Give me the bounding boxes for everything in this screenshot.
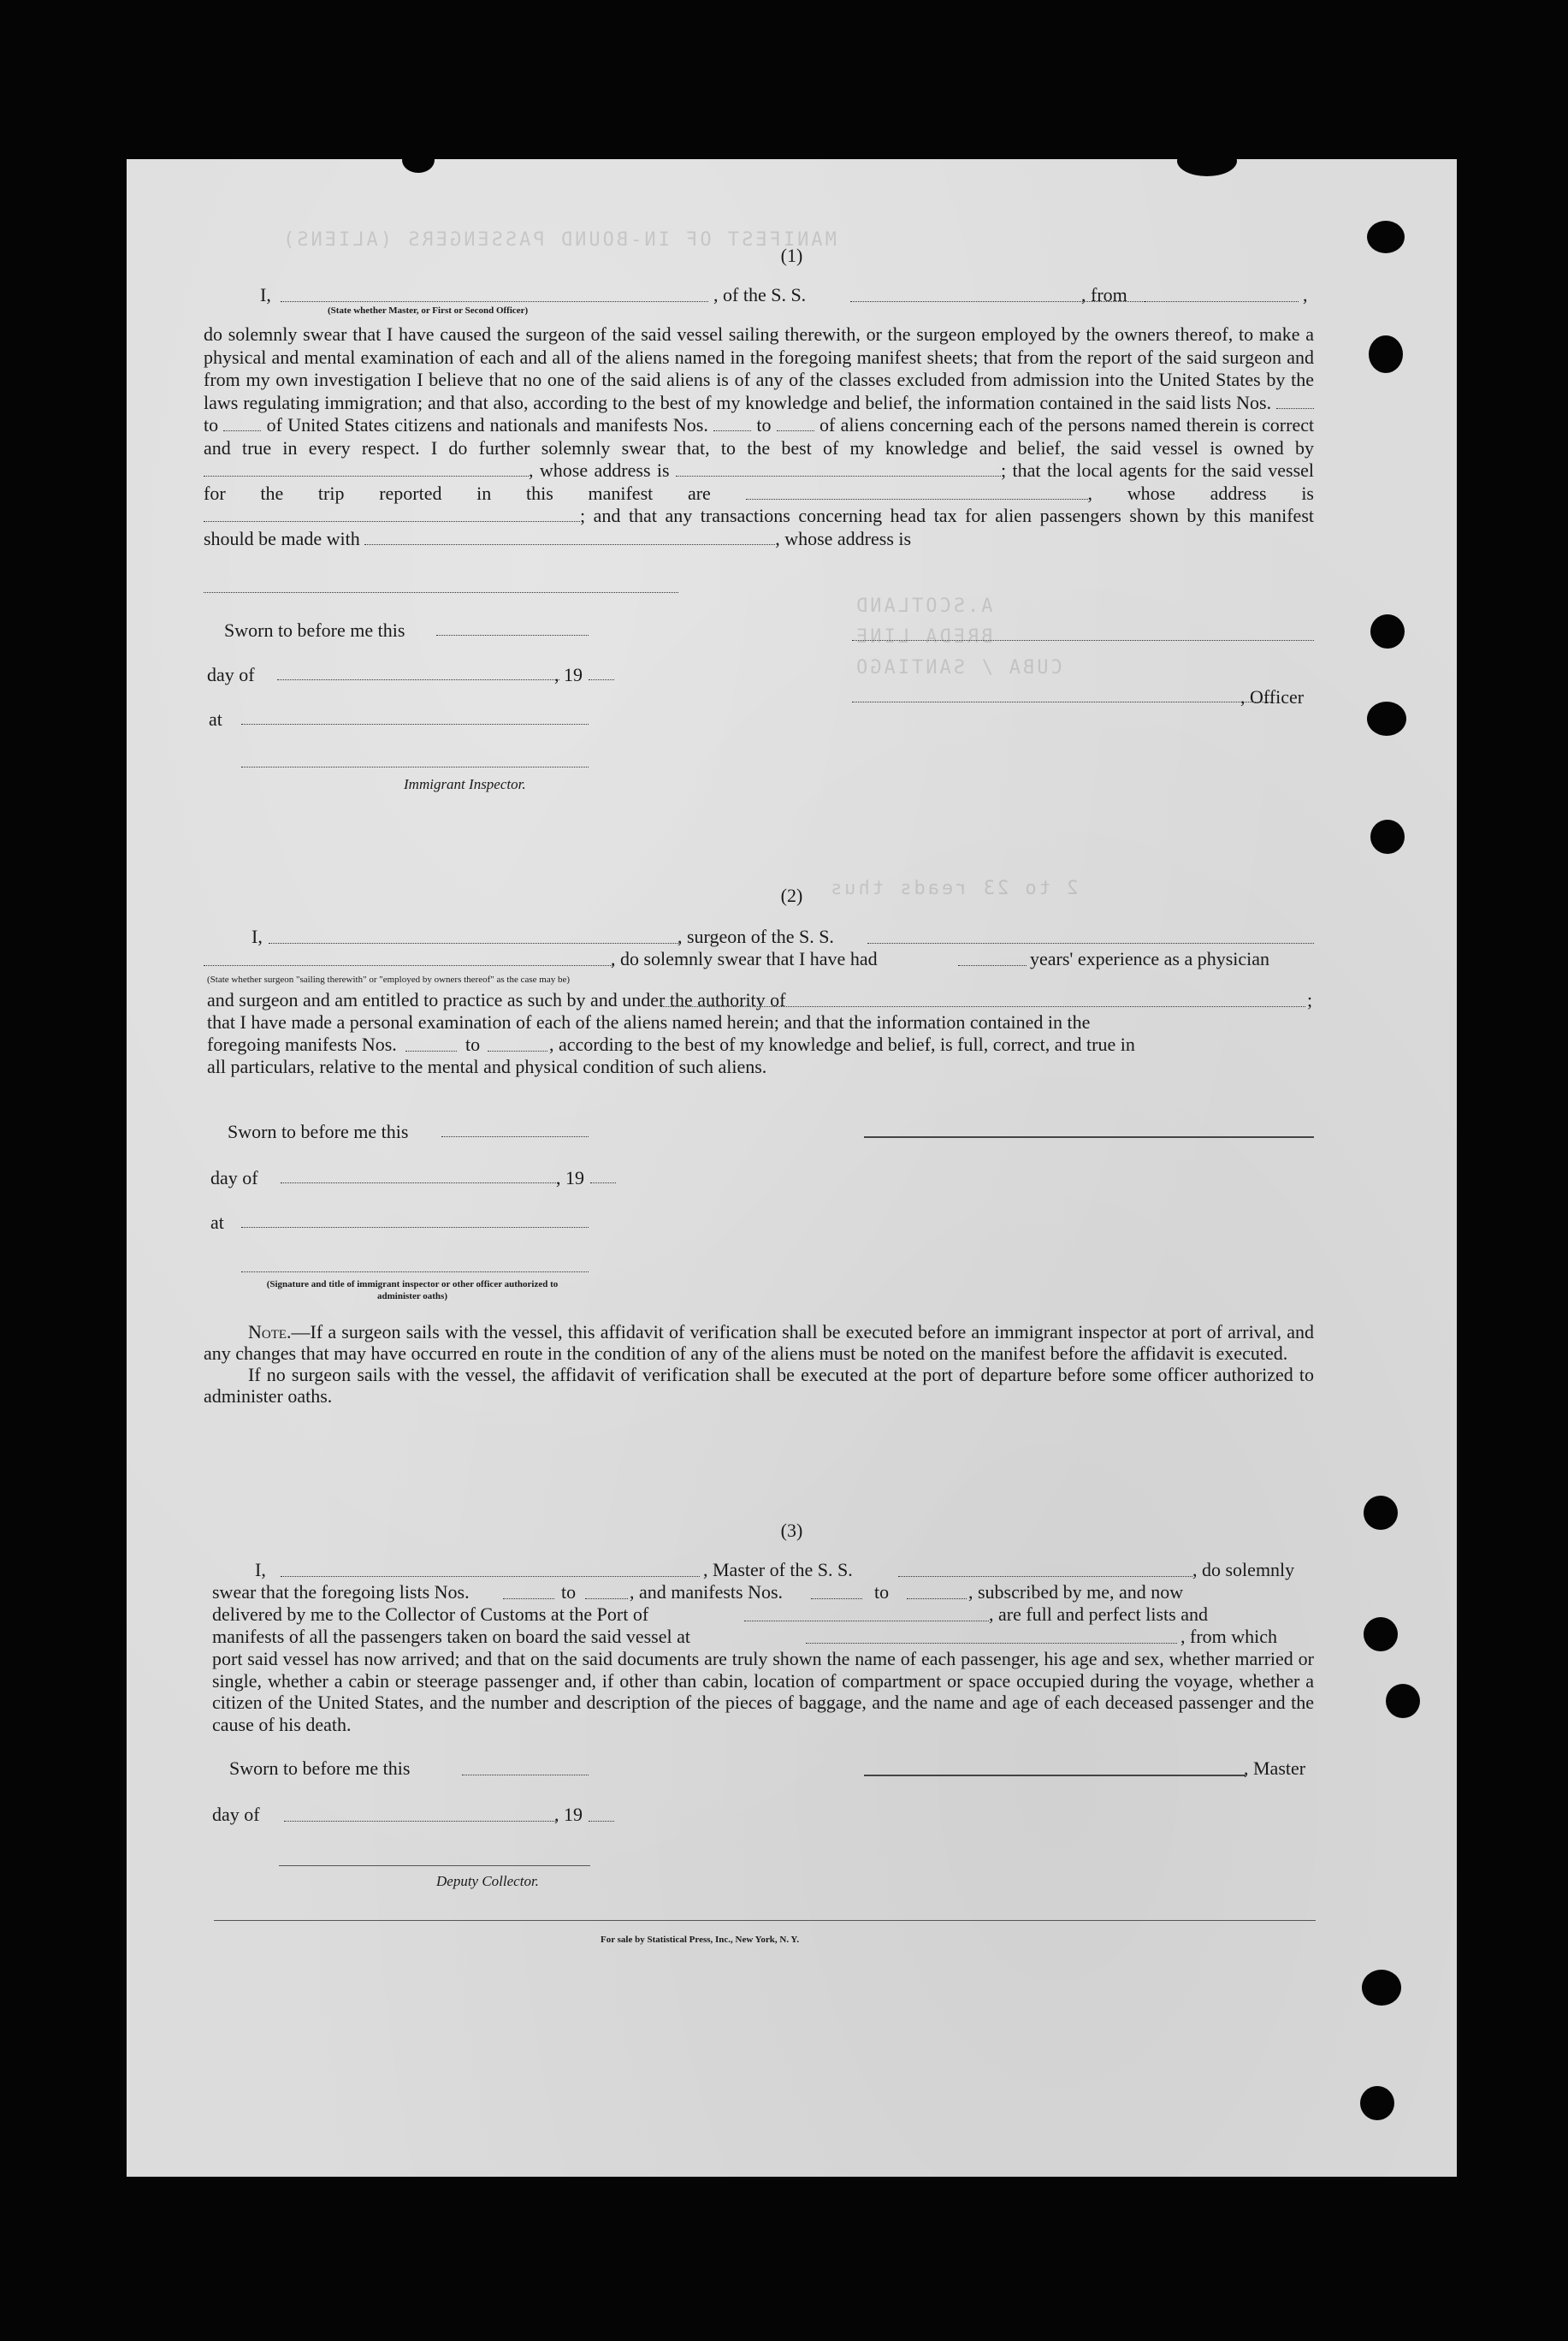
s3-master-signature-line <box>864 1775 1246 1776</box>
s3-lists-label: swear that the foregoing lists Nos. <box>212 1581 470 1603</box>
s1-sworn-blank <box>436 635 589 636</box>
s2-name-blank <box>269 943 681 944</box>
s3-manifest-from-blank <box>811 1598 862 1599</box>
s1-manifest-to-blank <box>777 415 814 431</box>
s2-ss-blank <box>867 943 1314 944</box>
s1-headtax-blank <box>364 529 775 545</box>
punch-hole <box>1367 702 1406 736</box>
s2-years-label: years' experience as a physician <box>1030 948 1270 969</box>
bleed-through-text: A.SCOTLAND <box>854 596 993 617</box>
s1-list-from-blank <box>1276 393 1314 409</box>
section-1-number: (1) <box>780 245 803 266</box>
s3-year-blank <box>589 1821 614 1822</box>
s1-owner-address-blank <box>676 460 1001 477</box>
s2-surgeon-caption: (State whether surgeon "sailing therewith" or "employed by owners thereof" as the case may be) <box>207 975 571 985</box>
s3-from-which: , from which <box>1180 1626 1278 1647</box>
s2-sig-caption: (Signature and title of immigrant inspector or other officer authorized to administer oaths) <box>266 1279 559 1301</box>
s2-note <box>204 1321 1314 1407</box>
s3-day-of-label: day of <box>212 1804 260 1825</box>
s3-full-perfect: , are full and perfect lists and <box>989 1603 1208 1625</box>
s1-manifest-from-blank <box>713 415 751 431</box>
punch-hole <box>1367 221 1405 253</box>
s2-at-blank <box>241 1227 589 1228</box>
s2-manifest-from-blank <box>405 1051 457 1052</box>
punch-hole <box>1360 2086 1394 2120</box>
punch-hole <box>1364 1617 1398 1651</box>
s1-officer-caption: (State whether Master, or First or Second Officer) <box>328 305 529 316</box>
s3-ss-blank <box>898 1576 1192 1577</box>
bleed-through-text: MANIFEST OF IN-BOUND PASSENGERS (ALIENS) <box>281 229 837 251</box>
s1-paragraph-text: do solemnly swear that I have caused the surgeon of the said vessel sailing therewith, or the surgeon employed by the owners thereof, to make a physical and mental examination of each and all of the aliens named in the foregoing manifest sheets; that from the report of the said surgeon and from my own investigation I believe that no one of the said aliens is of any of the classes excluded from admission into the United States by the laws regulating immigration; and that also, according to the best of my knowledge and belief, the information contained in the said lists Nos. <box>204 323 1314 413</box>
s1-ss-label: , of the S. S. <box>713 284 807 305</box>
s1-at-blank <box>241 724 589 725</box>
s2-semicolon: ; <box>1307 989 1313 1010</box>
s1-aliens-text: of aliens concerning each of the persons named therein is correct and true in every respect. I do further solemnly swear that, to the best of my knowledge and belief, the said vessel is owned by <box>204 414 1315 459</box>
s2-sailing-blank <box>204 965 614 966</box>
s2-note-label: Note. <box>248 1321 292 1342</box>
s2-day-blank <box>281 1182 559 1183</box>
s2-year-label: , 19 <box>556 1167 584 1188</box>
punch-hole <box>1369 335 1403 373</box>
bleed-through-text: BREDA LINE <box>854 626 993 648</box>
s1-comma: , <box>1303 284 1308 305</box>
s2-sworn-blank <box>441 1136 589 1137</box>
s2-sworn-label: Sworn to before me this <box>228 1121 409 1142</box>
s1-signature-line <box>852 640 1314 641</box>
punch-hole <box>1370 614 1405 649</box>
s1-to2: to <box>756 414 772 436</box>
s1-agents-text: ; that the local agents for the said vessel for the trip reported in this manifest are <box>204 459 1315 504</box>
s3-manifests-label: , and manifests Nos. <box>630 1581 784 1603</box>
s3-vessel-at-blank <box>806 1643 1177 1644</box>
s3-subscribed: , subscribed by me, and now <box>968 1581 1184 1603</box>
s1-paragraph <box>204 323 1314 550</box>
section-2-number: (2) <box>780 885 803 906</box>
s1-year-blank <box>589 679 614 680</box>
s3-manifest-to-blank <box>907 1598 967 1599</box>
s2-note-text: —If a surgeon sails with the vessel, this affidavit of verification shall be executed before an immigrant inspector at port of arrival, and any changes that may have occurred en route in the condition of any of the aliens must be noted on the manifest before the affidavit is executed. <box>204 1321 1314 1364</box>
s3-delivered-text: delivered by me to the Collector of Customs at the Port of <box>212 1603 649 1625</box>
s3-name-blank <box>281 1576 700 1577</box>
s2-examination-text: that I have made a personal examination of each of the aliens named herein; and that the information contained in the <box>207 1011 1091 1033</box>
footer-printer: For sale by Statistical Press, Inc., New York, N. Y. <box>601 1935 800 1945</box>
s1-headtax-address-blank <box>204 592 678 593</box>
s3-to2: to <box>874 1581 890 1603</box>
section-3-number: (3) <box>780 1520 803 1541</box>
s2-authority-blank <box>660 1006 1305 1007</box>
s1-headtax-text: ; and that any transactions concerning head tax for alien passengers shown by this manifest should be made with <box>204 505 1314 549</box>
s1-day-blank <box>277 679 559 680</box>
s3-list-from-blank <box>503 1598 554 1599</box>
s3-year-label: , 19 <box>554 1804 583 1825</box>
s2-correct-text: , according to the best of my knowledge and belief, is full, correct, and true in <box>549 1034 1135 1055</box>
s3-deputy-signature <box>279 1865 590 1866</box>
s1-sworn-label: Sworn to before me this <box>224 619 405 641</box>
s2-note2-text: If no surgeon sails with the vessel, the affidavit of verification shall be executed at the port of departure before some officer authorized to administer oaths. <box>204 1364 1314 1407</box>
form-page <box>127 159 1457 2177</box>
footer-rule <box>214 1920 1316 1921</box>
s3-master-of-label: , Master of the S. S. <box>703 1559 853 1580</box>
s3-list-to-blank <box>585 1598 628 1599</box>
s1-owner-blank <box>204 460 529 477</box>
s2-at-label: at <box>210 1212 224 1233</box>
bleed-through-text: CUBA / SANTIAGO <box>854 657 1062 679</box>
s3-do-solemnly: , do solemnly <box>1192 1559 1295 1580</box>
s1-officer-label: , Officer <box>1240 686 1305 708</box>
s3-manifests-text: manifests of all the passengers taken on board the said vessel at <box>212 1626 691 1647</box>
s1-whose-address-2: , whose address is <box>1087 482 1314 504</box>
s2-particulars-text: all particulars, relative to the mental and physical condition of such aliens. <box>207 1056 767 1077</box>
s2-year-blank <box>590 1182 616 1183</box>
s1-list-to-blank <box>223 415 261 431</box>
s1-to: to <box>204 414 219 436</box>
s1-from-label: , from <box>1081 284 1127 305</box>
s2-swear-label: , do solemnly swear that I have had <box>611 948 878 969</box>
s3-deputy-caption: Deputy Collector. <box>436 1873 539 1889</box>
s2-manifest-to-blank <box>488 1051 547 1052</box>
s1-at-label: at <box>209 708 222 730</box>
s2-signature-line <box>864 1136 1314 1138</box>
punch-hole <box>1370 820 1405 854</box>
s1-citizens-text: of United States citizens and nationals and manifests Nos. <box>266 414 708 436</box>
s2-i: I, <box>251 926 263 947</box>
s2-years-blank <box>958 965 1027 966</box>
s2-to: to <box>465 1034 481 1055</box>
s2-surgeon-of-label: , surgeon of the S. S. <box>677 926 834 947</box>
s3-sworn-label: Sworn to before me this <box>229 1757 411 1779</box>
s1-whose-address-3: , whose address is <box>775 527 912 549</box>
s1-inspector-caption: Immigrant Inspector. <box>404 776 526 792</box>
s1-i: I, <box>260 284 271 305</box>
bleed-through-text: 2 to 23 reads thus <box>828 878 1079 899</box>
s2-day-of-label: day of <box>210 1167 258 1188</box>
s1-whose-address: , whose address is <box>529 459 670 481</box>
s2-authority-text: and surgeon and am entitled to practice as such by and under the authority of <box>207 989 786 1010</box>
punch-hole <box>1362 1970 1401 2006</box>
s1-day-of-label: day of <box>207 664 255 685</box>
s1-from-blank <box>1145 301 1299 302</box>
s2-manifests-label: foregoing manifests Nos. <box>207 1034 397 1055</box>
s3-master-label: , Master <box>1244 1757 1306 1779</box>
s2-sig-blank <box>241 1271 589 1272</box>
s1-agents-address-blank <box>204 506 580 522</box>
s3-paragraph: port said vessel has now arrived; and that on the said documents are truly shown the name of each passenger, his age and sex, whether married or single, whether a cabin or steerage passenger and, if other than cabin, location of compartment or space occupied during the voyage, whether a citizen of the United States, and the number and description of the pieces of baggage, and the name and age of each deceased passenger and the cause of his death. <box>212 1648 1314 1735</box>
punch-hole <box>1364 1496 1398 1530</box>
s1-agents-blank <box>746 483 1088 500</box>
s3-i: I, <box>255 1559 266 1580</box>
s3-day-blank <box>284 1821 556 1822</box>
s3-to: to <box>561 1581 577 1603</box>
s1-year-label: , 19 <box>554 664 583 685</box>
punch-hole <box>1386 1684 1420 1718</box>
